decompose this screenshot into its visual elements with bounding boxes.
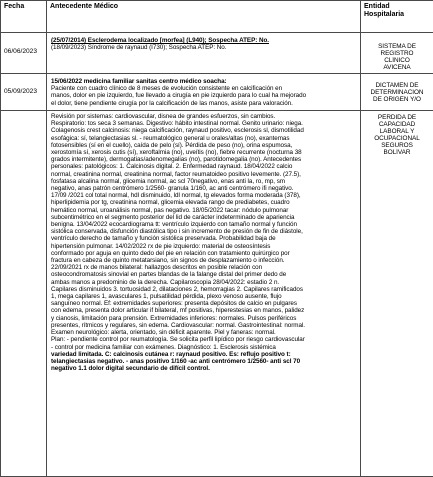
- entity-line: OCUPACIONAL: [374, 135, 420, 142]
- row-date: 05/09/2023: [1, 74, 47, 111]
- antecedente-line: 1, mega capilares 1, avasculares 1, pulsatilidad pérdida, plexo venoso ausente, flujo: [51, 293, 282, 301]
- antecedente-line: conformado por aguja en quinto dedo del pie en relación con tratamiento quirúrgico por: [51, 249, 290, 257]
- antecedente-line: hiperlipidemia por tg, creatinina normal, glicemia elevada rango de prediabetes, cuadro: [51, 199, 290, 207]
- table-row: [1, 74, 433, 111]
- row-antecedente: [47, 33, 361, 74]
- row-date: [1, 111, 47, 477]
- entity-line: DE ORIGEN Y/O: [373, 96, 421, 103]
- antecedente-line: sanguíneo normal. Ef: extremidades superiores: presenta depósitos de calcio en pulgares: [51, 300, 297, 308]
- entity-line: BOLÍVAR: [383, 149, 411, 156]
- table-row: [1, 111, 433, 477]
- header-entidad: Entidad Hospitalaria: [361, 1, 433, 33]
- antecedente-line: hemático normal, uroanálisis normal, pas negativo. 18/05/2022 tacar: nódulo pulmonar: [51, 206, 289, 214]
- antecedente-line: Examen neurológico: alerta, orientado, sin déficit aparente. Piel y faneras: normal.: [51, 329, 276, 337]
- entity-line: SEGUROS: [381, 142, 413, 149]
- header-fecha: Fecha: [1, 1, 47, 33]
- antecedente-line: el dolor, tiene pendiente cirugía por la calcificación de las manos, asiste para valoración.: [51, 99, 293, 107]
- entity-line: CLÍNICO: [384, 57, 410, 64]
- antecedente-line: fotosensibles (sí en el cuello), caída de pelo (sí). Pérdida de peso (no), orina espumosa,: [51, 141, 293, 149]
- antecedente-line: personales: patológicos: 1. Calcinosis digital. 2. Enfermedad raynaud. 18/04/2022 calcio: [51, 163, 293, 171]
- entity-line: DICTAMEN DE: [375, 82, 419, 89]
- entity-line: SISTEMA DE: [378, 43, 416, 50]
- antecedente-line: fractura en cabeza de quinto metatarsiano, sin signos de desplazamiento o infección.: [51, 257, 285, 265]
- row-antecedente: [47, 74, 361, 111]
- antecedente-line: normal, creatinina normal, creatinina normal, factor reumatoideo positivo levemente. (27.5),: [51, 170, 301, 178]
- entity-line: LABORAL Y: [379, 128, 415, 135]
- row-date: 06/06/2023: [1, 33, 47, 74]
- antecedente-line: y cianosis, limitación para prensión. Extremidades inferiores: normales. Pulsos periféricos: [51, 314, 297, 322]
- table-row: [1, 33, 433, 74]
- antecedente-line: fosfatasa alcalina normal, glicemia normal, ac scl 70negativo, enas anti la, ro, mp, sm: [51, 177, 285, 185]
- antecedente-line: 15/06/2022 medicina familiar sanitas centro médico soacha:: [51, 78, 227, 85]
- entity-line: CAPACIDAD: [378, 121, 416, 128]
- antecedente-line: benigna. 13/04/2022 ecocardiograma tt: ventrículo izquierdo con tamaño normal y función: [51, 221, 297, 229]
- entity-line: AVICENA: [383, 64, 411, 71]
- antecedente-line: negativo 1.1 dolor digital secundario de difícil control.: [51, 365, 210, 373]
- antecedente-line: grados intermitente), dermogatias/adenomegalias (no), parotidomegalia (no). Antecedentes: [51, 156, 302, 164]
- header-antecedente: Antecedente Médico: [47, 1, 361, 33]
- row-entity: [361, 74, 433, 111]
- antecedente-line: subcentimétrico en el segmento posterior del lid de carácter indeterminado de apariencia: [51, 213, 295, 221]
- antecedente-line: con edema, presenta dolor articular if bilateral, mf positivas, hiperestesias en manos, palidez: [51, 307, 305, 315]
- antecedente-line: presentes, rítmicos y regulares, sin edema. Cardiovascular: normal. Gastrointestinal: normal.: [51, 321, 305, 329]
- antecedente-line: manos, dolor en pie izquierdo, fue llevado a cirugía en pie izquierdo para lo cual ha mejorado: [51, 92, 307, 100]
- antecedente-line: Respiratorio: tos seca 3 semanas. Digestivo: hábito intestinal normal. Genito urinario: niega.: [51, 120, 303, 128]
- row-entity: [361, 33, 433, 74]
- antecedente-line: ambas manos a predominio de la derecha. Capilaroscopia 28/04/2022: estadio 2 n.: [51, 278, 280, 286]
- antecedente-line: sistólica conservada, disfunción diastólica tipo i sin incremento de presión de fin de diástole,: [51, 228, 303, 236]
- table-header-row: [1, 1, 433, 33]
- antecedente-line: (25/07/2014) Esclerodema localizado [morfea] (L940); Sospecha ATEP: No.: [51, 37, 269, 44]
- antecedente-line: hipertensión pulmonar. 14/02/2022 rx de pie izquierdo: material de osteosíntesis: [51, 242, 271, 250]
- antecedente-line: osteocondromatosis sinovial en partes blandas de la falange distal del primer dedo de: [51, 271, 287, 279]
- antecedente-line: Capilares disminuidos 3. tortuosidad 2, dilataciones 2, hemorragias 2. Capilares ramificados: [51, 285, 303, 293]
- antecedente-line: xerostomía sí, xerosis cutis (sí), xeroftalmia (no), uveítis (no), fiebre recurrente (nocturna 38: [51, 149, 302, 157]
- antecedente-line: 17/09 /2021 col total normal, hdl disminuido, ldl normal, tg elevados forma moderada (378),: [51, 192, 301, 200]
- antecedente-line: telangiectasias negativo. - anas positivo 1/160 -ac anti centrómero 1/2560- anti scl 70: [51, 357, 301, 365]
- antecedente-line: Colagenosis crest calcinosis: niega calcificación, raynaud positivo, esclerosis sl, dismotilidad: [51, 127, 304, 135]
- entity-line: DETERMINACIÓN: [370, 89, 424, 96]
- antecedente-line: variedad limitada. C: calcinosis cutánea r: raynaud positivo. Es: reflujo positivo t:: [51, 350, 291, 358]
- antecedente-line: Paciente con cuadro clínico de 8 meses de evolución consistente en calcificación en: [51, 85, 283, 93]
- row-entity: [361, 111, 433, 477]
- antecedente-line: negativo, anas patrón centrómero 1/2560- granula 1/160, ac anti centrómero ifi negativo.: [51, 185, 294, 193]
- entity-line: REGISTRO: [380, 50, 414, 57]
- antecedente-line: 22/09/2021 rx de manos bilateral: hallazgos descritos en posible relación con: [51, 264, 263, 272]
- antecedente-line: (18/09/2023) Síndrome de raynaud (I730); Sospecha ATEP: No.: [51, 44, 227, 52]
- antecedente-line: - control por medicina familiar con exámenes. Diagnóstico: 1. Esclerosis sistémica: [51, 343, 276, 351]
- antecedente-line: ventrículo derecho de tamaño y función sistólica preservada. Probabilidad baja de: [51, 235, 276, 243]
- antecedente-line: esofágica: sí, telangiectasias sl. - reumatológico general u orales/altas (no), exantemas: [51, 134, 290, 142]
- row-antecedente: [47, 111, 361, 477]
- entity-line: PÉRDIDA DE: [377, 114, 417, 121]
- antecedente-line: Plan: - pendiente control por reumatología. Se solicita perfil lipídico por riesgo cardiovascular: [51, 336, 305, 344]
- antecedente-line: Revisión por sistemas: cardiovascular, disnea de grandes esfuerzos, sin cambios.: [51, 113, 276, 120]
